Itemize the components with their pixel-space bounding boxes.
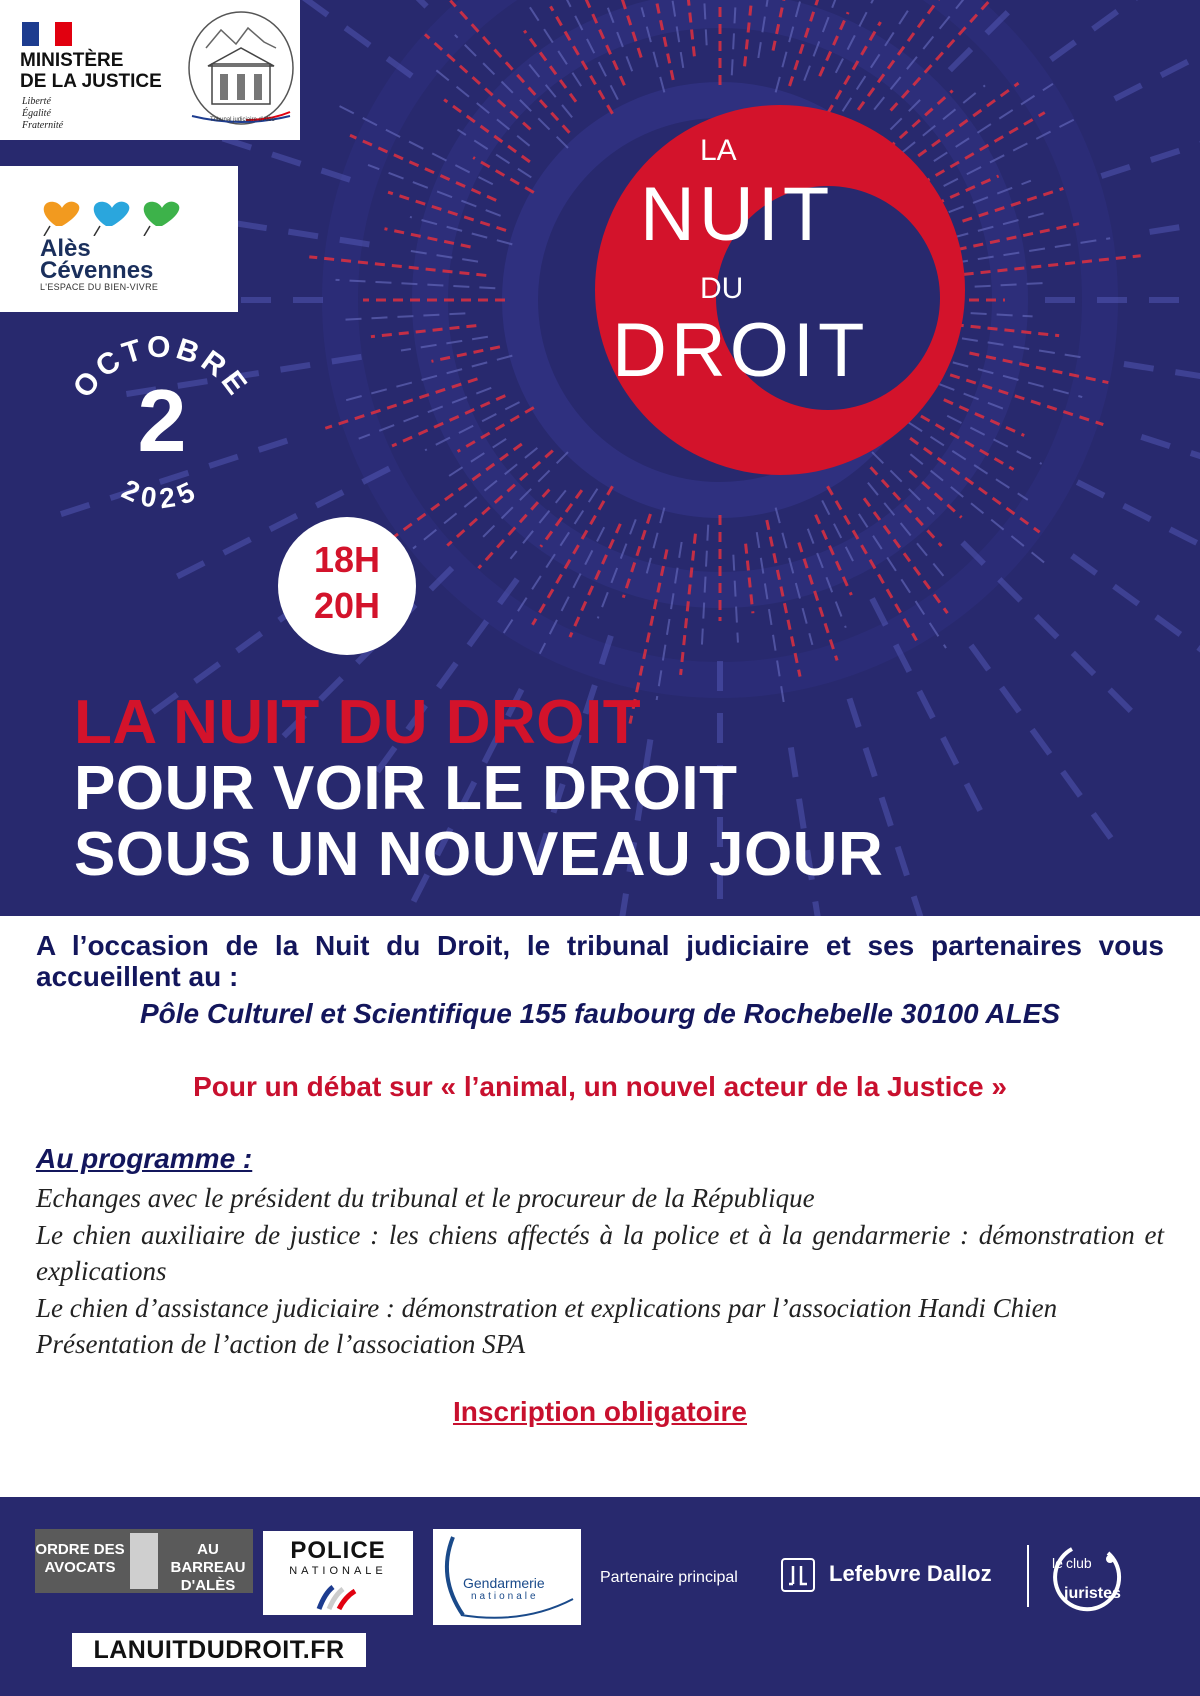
ales-name: Alès Cévennes xyxy=(40,235,154,284)
website-url[interactable]: LANUITDUDROIT.FR xyxy=(93,1636,345,1664)
program-list xyxy=(36,1180,1164,1363)
nuit-du-droit-logo xyxy=(570,100,990,480)
program-item: Présentation de l’action de l’association SPA xyxy=(36,1329,526,1359)
police-flag-icon xyxy=(315,1583,361,1611)
partner-label: Partenaire principal xyxy=(600,1569,738,1586)
headline-line1: LA NUIT DU DROIT xyxy=(74,688,642,757)
inscription-block xyxy=(36,1396,1164,1428)
address: Pôle Culturel et Scientifique 155 faubourg de Rochebelle 30100 ALES xyxy=(139,998,1061,1029)
date-month: OCTOBRE xyxy=(66,330,256,404)
headline-line3: SOUS UN NOUVEAU JOUR xyxy=(74,820,884,889)
footer xyxy=(0,1497,1200,1696)
program-title: Au programme : xyxy=(36,1143,253,1174)
program-item: Le chien auxiliaire de justice : les chiens affectés à la police et à la gendarmerie : démonstration et explications xyxy=(36,1219,1164,1286)
headline xyxy=(74,690,1174,888)
intro-text: A l’occasion de la Nuit du Droit, le tribunal judiciaire et ses partenaires vous accueillent au : xyxy=(36,930,1164,992)
ministere-title: MINISTÈRE DE LA JUSTICE xyxy=(20,50,162,92)
end-hour: 20H xyxy=(313,585,381,626)
marianne-flag-icon xyxy=(22,22,72,46)
club-le: le xyxy=(1052,1555,1063,1571)
logo-la: LA xyxy=(700,134,737,167)
program-item: Echanges avec le président du tribunal et le procureur de la République xyxy=(36,1183,815,1213)
club-juristes-icon xyxy=(1048,1537,1128,1617)
partner-name: Lefebvre Dalloz xyxy=(829,1561,992,1586)
hearts-icon xyxy=(36,196,206,236)
police-sub: NATIONALE xyxy=(289,1565,387,1577)
club-juristes: juristes xyxy=(1064,1585,1121,1602)
gendarmerie-sub: nationale xyxy=(471,1591,539,1602)
hours-badge xyxy=(278,517,416,655)
ordre-avocats-logo xyxy=(35,1529,253,1593)
logo-nuit: NUIT xyxy=(640,172,834,257)
inscription-link[interactable]: Inscription obligatoire xyxy=(452,1396,747,1427)
debate-topic: Pour un débat sur « l’animal, un nouvel acteur de la Justice » xyxy=(193,1071,1007,1102)
ales-cevennes-logo xyxy=(0,166,238,312)
program-item: Le chien d’assistance judiciaire : démonstration et explications par l’association Handi Chien xyxy=(36,1292,1058,1323)
club-name: club xyxy=(1066,1555,1092,1571)
ordre-emblem-icon xyxy=(130,1533,158,1589)
website-box[interactable] xyxy=(72,1633,366,1667)
logo-droit: DROIT xyxy=(612,308,869,393)
headline-line2: POUR VOIR LE DROIT xyxy=(74,754,738,823)
ministere-justice-logo xyxy=(0,0,300,140)
footer-divider xyxy=(1027,1545,1029,1607)
ales-tagline: L'ESPACE DU BIEN-VIVRE xyxy=(40,282,159,292)
ordre-left: ORDRE DES AVOCATS xyxy=(35,1541,125,1576)
lefebvre-icon xyxy=(781,1558,815,1592)
ordre-right: AU BARREAU D'ALÈS xyxy=(170,1541,246,1594)
date-day: 2 xyxy=(137,371,187,470)
logo-du: DU xyxy=(700,272,744,305)
court-label: Tribunal judiciaire d'Alès xyxy=(210,117,275,123)
gendarmerie-title: Gendarmerie xyxy=(463,1575,545,1591)
date-year: 2025 xyxy=(117,473,205,515)
police-title: POLICE xyxy=(290,1537,386,1564)
ministere-motto: Liberté Égalité Fraternité xyxy=(22,96,64,131)
police-nationale-logo xyxy=(263,1531,413,1615)
gendarmerie-logo xyxy=(433,1529,581,1625)
courthouse-icon xyxy=(186,8,296,134)
start-hour: 18H xyxy=(313,539,381,580)
